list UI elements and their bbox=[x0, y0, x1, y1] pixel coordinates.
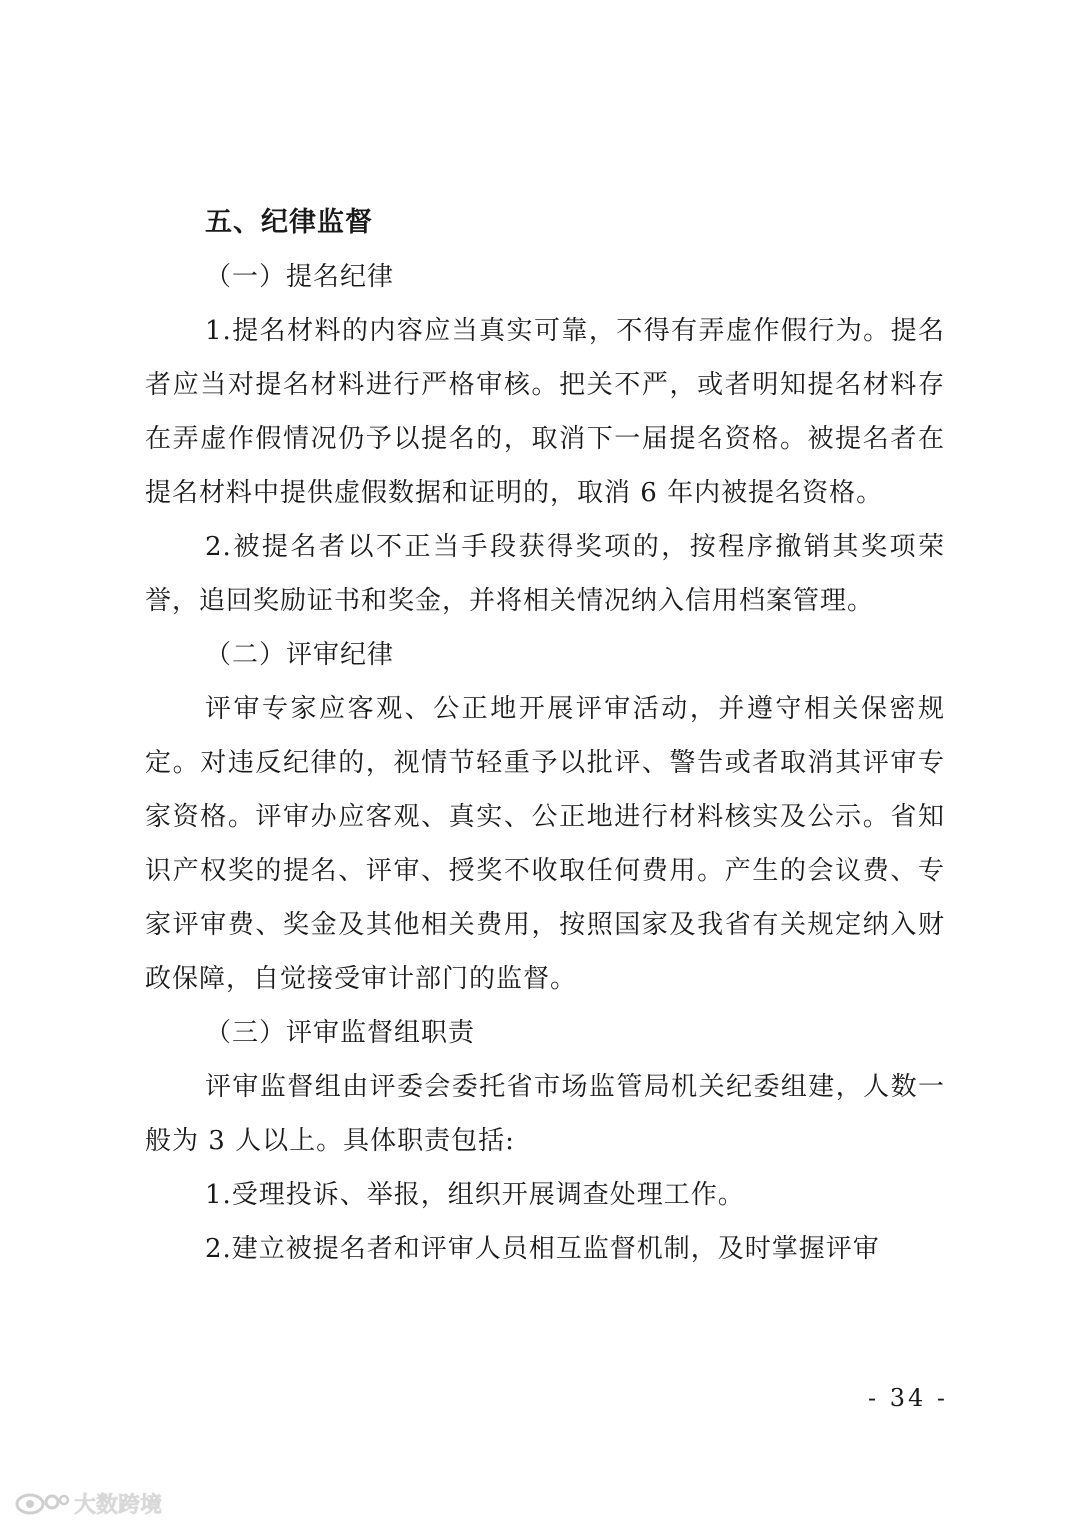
subsection-title-supervision: （三）评审监督组职责 bbox=[205, 1018, 476, 1048]
paragraph-supervision-3: 2.建立被提名者和评审人员相互监督机制，及时掌握评审 bbox=[205, 1234, 880, 1264]
paragraph-supervision-1: 评审监督组由评委会委托省市场监管局机关纪委组建，人数一般为 3 人以上。具体职责包括: bbox=[145, 1072, 945, 1156]
section-title: 五、纪律监督 bbox=[205, 207, 373, 238]
paragraph-nomination-2: 2.被提名者以不正当手段获得奖项的，按程序撤销其奖项荣誉，追回奖励证书和奖金，并将相关情况纳入信用档案管理。 bbox=[145, 532, 945, 616]
paragraph-review-1: 评审专家应客观、公正地开展评审活动，并遵守相关保密规定。对违反纪律的，视情节轻重予以批评、警告或者取消其评审专家资格。评审办应客观、真实、公正地进行材料核实及公示。省知识产权奖的提名、评审、授奖不收取任何费用。产生的会议费、专家评审费、奖金及其他相关费用，按照国家及我省有关规定纳入财政保障，自觉接受审计部门的监督。 bbox=[145, 694, 945, 994]
subsection-title-review: （二）评审纪律 bbox=[205, 640, 395, 670]
weibo-eye-logo-icon bbox=[14, 1490, 70, 1516]
document-body bbox=[145, 196, 945, 1276]
page-number: - 34 - bbox=[867, 1384, 948, 1412]
paragraph-supervision-2: 1.受理投诉、举报，组织开展调查处理工作。 bbox=[205, 1180, 745, 1210]
watermark bbox=[14, 1488, 162, 1518]
watermark-text: 大数跨境 bbox=[74, 1492, 163, 1518]
paragraph-nomination-1: 1.提名材料的内容应当真实可靠，不得有弄虚作假行为。提名者应当对提名材料进行严格审核。把关不严，或者明知提名材料存在弄虚作假情况仍予以提名的，取消下一届提名资格。被提名者在提名材料中提供虚假数据和证明的，取消 6 年内被提名资格。 bbox=[145, 316, 945, 508]
subsection-title-nomination: （一）提名纪律 bbox=[205, 262, 395, 292]
